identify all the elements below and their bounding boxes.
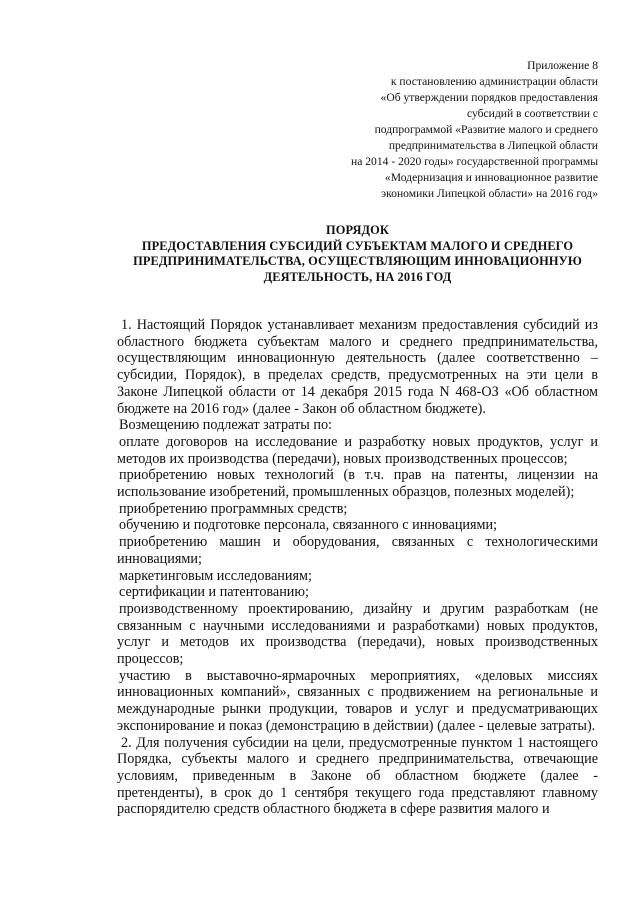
appendix-line: «Модернизация и инновационное развитие <box>384 171 598 184</box>
document-title <box>117 223 598 285</box>
title-line: ПОРЯДОК <box>325 223 390 237</box>
paragraph-item-certification: сертификации и патентованию; <box>119 584 309 601</box>
paragraph-reimbursement-intro: Возмещению подлежат затраты по: <box>119 417 332 434</box>
appendix-line: на 2014 - 2020 годы» государственной программы <box>351 155 598 168</box>
appendix-line: подпрограммой «Развитие малого и среднего <box>374 123 598 136</box>
paragraph-item-marketing: маркетинговым исследованиям; <box>119 567 312 584</box>
paragraph-item-technologies: приобретению новых технологий (в т.ч. прав на патенты, лицензии на использование изобретений, промышленных образцов, полезных моделей); <box>117 467 598 501</box>
paragraph-item-contracts: оплате договоров на исследование и разработку новых продуктов, услуг и методов их производства (передачи), новых производственных процессов; <box>117 433 598 467</box>
paragraph-item-training: обучению и подготовке персонала, связанного с инновациями; <box>119 517 498 534</box>
appendix-line: предпринимательства в Липецкой области <box>388 139 598 152</box>
paragraph-item-equipment: приобретению машин и оборудования, связанных с технологическими инновациями; <box>117 534 598 567</box>
paragraph-item-software: приобретению программных средств; <box>119 500 348 517</box>
paragraph-2: 2. Для получения субсидии на цели, предусмотренные пунктом 1 настоящего Порядка, субъекты малого и среднего предпринимательства, отвечающие условиям, приведенным в Законе об областном бюджете (далее - претенденты), в срок до 1 сентября текущего года представляют главному распорядителю средств областного бюджета в сфере развития малого и <box>117 734 598 818</box>
appendix-line: экономики Липецкой области» на 2016 год» <box>381 187 598 200</box>
appendix-line: Приложение 8 <box>527 59 598 72</box>
appendix-header <box>117 58 598 202</box>
title-line: ДЕЯТЕЛЬНОСТЬ, НА 2016 ГОД <box>263 269 452 284</box>
title-line: ПРЕДПРИНИМАТЕЛЬСТВА, ОСУЩЕСТВЛЯЮЩИМ ИННОВАЦИОННУЮ <box>133 254 582 268</box>
appendix-line: к постановлению администрации области <box>390 75 598 88</box>
title-line: ПРЕДОСТАВЛЕНИЯ СУБСИДИЙ СУБЪЕКТАМ МАЛОГО И СРЕДНЕГО <box>141 238 574 253</box>
document-body <box>117 317 598 818</box>
paragraph-item-exhibitions: участию в выставочно-ярмарочных мероприятиях, «деловых миссиях инновационных компаний», связанных с продвижением на региональные и международные рынки продукции, товаров и услуг и предусматривающих экспонирование и показ (демонстрацию в действии) (далее - целевые затраты). <box>117 667 598 734</box>
appendix-line: субсидий в соответствии с <box>466 107 598 120</box>
paragraph-1: 1. Настоящий Порядок устанавливает механизм предоставления субсидий из областного бюджета субъектам малого и среднего предпринимательства, осуществляющим инновационную деятельность (далее соответственно – субсидии, Порядок), в пределах средств, предусмотренных на эти цели в Законе Липецкой области от 14 декабря 2015 года N 468-ОЗ «Об областном бюджете на 2016 год» (далее - Закон об областном бюджете). <box>117 317 598 417</box>
appendix-line: «Об утверждении порядков предоставления <box>380 91 598 104</box>
paragraph-item-design: производственному проектированию, дизайну и другим разработкам (не связанным с научными исследованиями и разработками) новых продуктов, услуг и методов их производства (передачи), новых производственных процессов; <box>117 600 598 668</box>
